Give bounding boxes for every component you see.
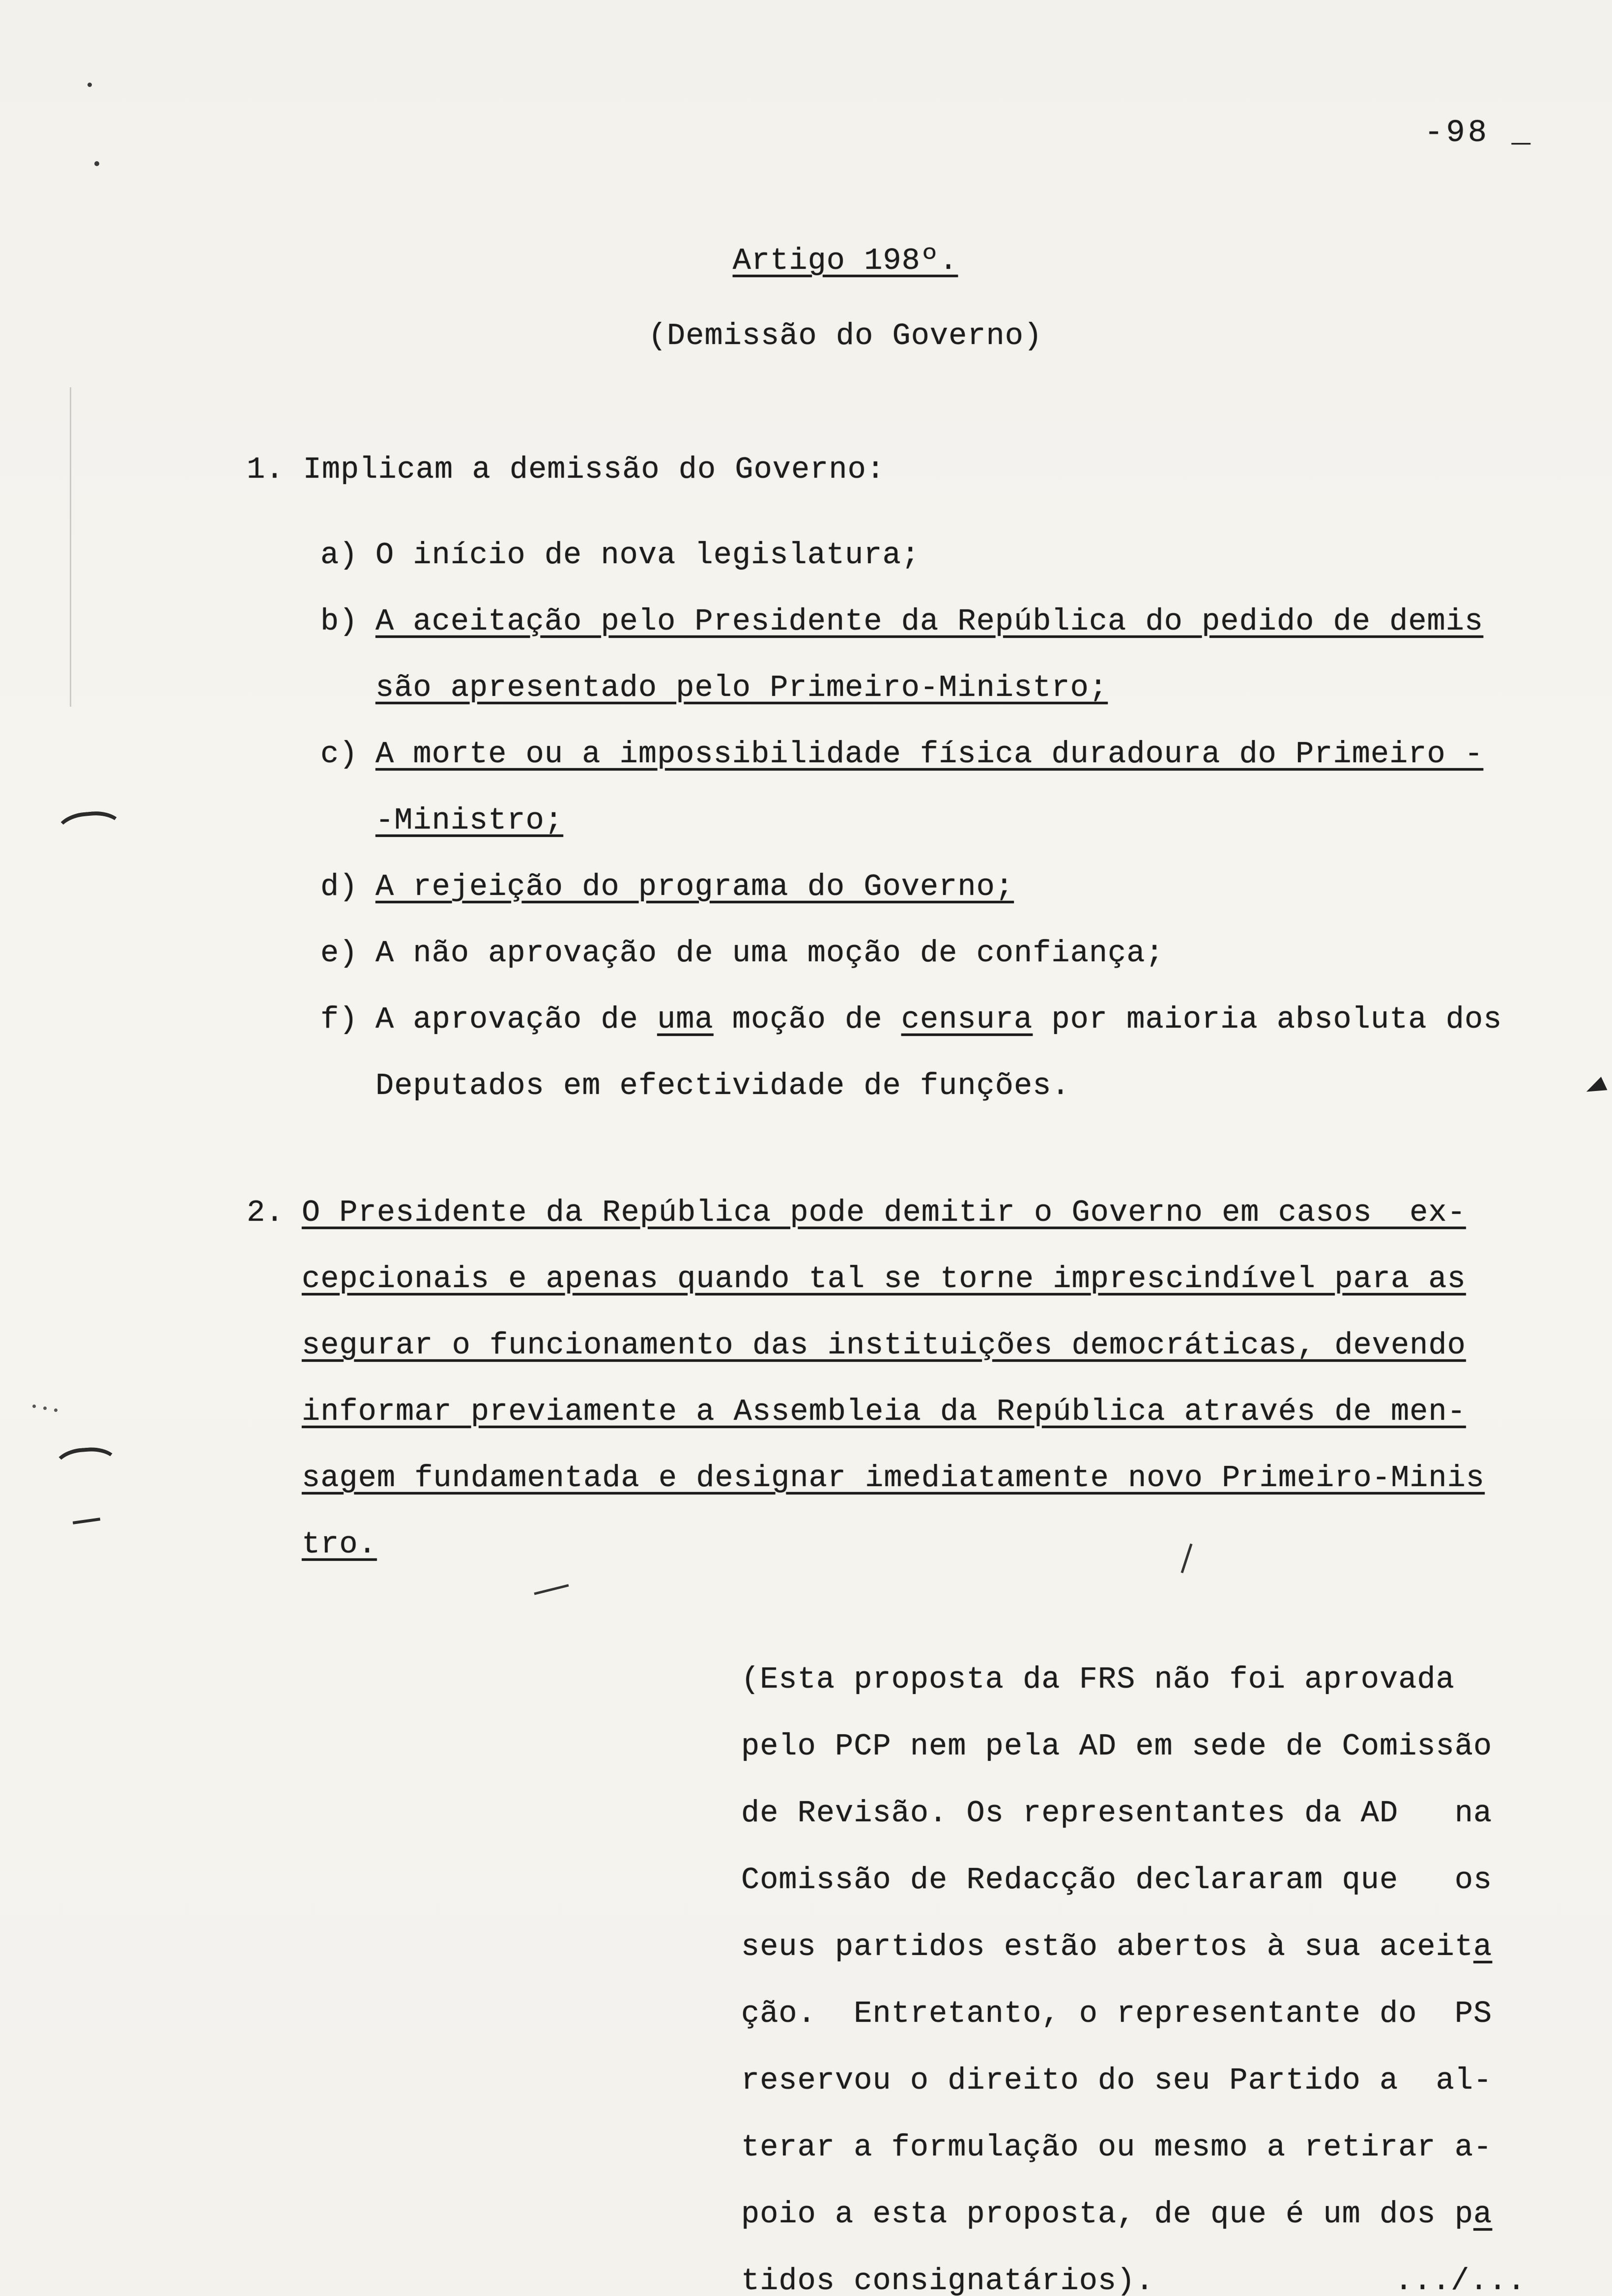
text-line <box>375 854 1549 920</box>
item-label: a) <box>320 538 358 573</box>
list-item-f <box>320 986 1549 1119</box>
item-text <box>375 854 1549 920</box>
article-title: Artigo 198º. <box>732 243 958 278</box>
text-line <box>741 1713 1577 1780</box>
subtitle-row <box>79 318 1612 353</box>
text-segment: moção de <box>713 1002 901 1037</box>
scan-speck <box>87 83 92 87</box>
text-line <box>302 1445 1612 1511</box>
pen-mark-arrow <box>1583 1077 1608 1098</box>
text-line <box>375 721 1549 787</box>
text-segment: (Esta proposta da FRS não foi aprovada <box>741 1662 1455 1697</box>
pen-mark-dots <box>32 1405 36 1408</box>
underlined-text: A rejeição do programa do Governo; <box>375 869 1014 904</box>
text-line <box>375 920 1549 986</box>
text-line <box>741 1646 1577 1713</box>
underlined-text: sagem fundamentada e designar imediatamente novo Primeiro-Minis <box>302 1461 1485 1495</box>
underlined-text: são apresentado pelo Primeiro-Ministro; <box>375 670 1108 705</box>
item-label: c) <box>320 737 358 772</box>
underlined-text: informar previamente a Assembleia da República através de men- <box>302 1394 1466 1429</box>
text-line <box>741 2181 1577 2248</box>
item-text <box>375 920 1549 986</box>
continuation-mark: .../... <box>1394 2264 1526 2296</box>
underlined-text: -Ministro; <box>375 803 564 838</box>
text-segment: poio a esta proposta, de que é um dos p <box>741 2197 1474 2232</box>
item-label: b) <box>320 604 358 639</box>
text-line <box>302 1312 1612 1378</box>
section-1-list <box>320 522 1549 1119</box>
text-line <box>302 1511 1612 1578</box>
text-line <box>741 1914 1577 1980</box>
item-text <box>375 721 1549 854</box>
section-2-text <box>302 1179 1612 1578</box>
text-segment: tidos consignatários). <box>741 2264 1154 2296</box>
page-number: -98 _ <box>1424 115 1533 151</box>
scan-speck <box>94 161 99 166</box>
text-segment: de Revisão. Os representantes da AD na <box>741 1796 1493 1831</box>
underlined-text: A aceitação pelo Presidente da República do pedido de demis <box>375 604 1484 639</box>
text-segment: A aprovação de <box>375 1002 658 1037</box>
underlined-text: segurar o funcionamento das instituições democráticas, devendo <box>302 1328 1466 1363</box>
text-line <box>741 2114 1577 2181</box>
item-label: d) <box>320 869 358 904</box>
pen-mark-curve <box>52 1445 121 1492</box>
pen-mark-dash <box>534 1584 569 1595</box>
text-line <box>302 1378 1612 1445</box>
text-segment: A não aprovação de uma moção de confiança; <box>375 936 1164 971</box>
text-line <box>741 2047 1577 2114</box>
section-2-label: 2. <box>247 1195 285 1230</box>
text-segment: seus partidos estão abertos à sua aceit <box>741 1929 1474 1964</box>
item-label: f) <box>320 1002 358 1037</box>
text-line <box>302 1246 1612 1312</box>
text-line <box>741 1847 1577 1914</box>
text-segment: Deputados em efectividade de funções. <box>375 1068 1070 1103</box>
item-label: e) <box>320 936 358 971</box>
section-2 <box>247 1179 1612 1578</box>
underlined-text: censura <box>901 1002 1033 1037</box>
list-item-d <box>320 854 1549 920</box>
list-item-a <box>320 522 1549 588</box>
text-segment: por maioria absoluta dos <box>1033 1002 1502 1037</box>
text-segment: terar a formulação ou mesmo a retirar a- <box>741 2130 1493 2165</box>
text-line <box>302 1179 1612 1246</box>
text-line <box>375 655 1549 721</box>
underlined-text: cepcionais e apenas quando tal se torne imprescindível para as <box>302 1262 1466 1296</box>
text-segment: O início de nova legislatura; <box>375 538 920 573</box>
underlined-text: A morte ou a impossibilidade física duradoura do Primeiro - <box>375 737 1484 772</box>
item-text <box>375 986 1549 1119</box>
underlined-text: a <box>1473 1929 1493 1964</box>
text-line <box>375 522 1549 588</box>
pen-mark-dash <box>73 1518 100 1524</box>
commission-note <box>741 1646 1577 2296</box>
underlined-text: a <box>1473 2197 1493 2232</box>
text-line <box>375 787 1549 854</box>
title-row <box>79 243 1612 278</box>
text-line <box>741 1780 1577 1847</box>
text-segment: Comissão de Redacção declararam que os <box>741 1863 1493 1897</box>
list-item-c <box>320 721 1549 854</box>
scan-fold-line <box>70 387 71 707</box>
text-segment: pelo PCP nem pela AD em sede de Comissão <box>741 1729 1493 1764</box>
item-text <box>375 522 1549 588</box>
text-segment: reservou o direito do seu Partido a al- <box>741 2063 1493 2098</box>
underlined-text: tro. <box>302 1527 377 1562</box>
text-segment: ção. Entretanto, o representante do PS <box>741 1996 1493 2031</box>
underlined-text: O Presidente da República pode demitir o Governo em casos ex- <box>302 1195 1466 1230</box>
article-subtitle: (Demissão do Governo) <box>648 318 1043 353</box>
underlined-text: uma <box>657 1002 714 1037</box>
list-item-b <box>320 588 1549 721</box>
text-line <box>741 1980 1577 2047</box>
item-text <box>375 588 1549 721</box>
pen-mark-curve <box>53 809 126 859</box>
list-item-e <box>320 920 1549 986</box>
section-1-heading: 1. Implicam a demissão do Governo: <box>247 452 886 487</box>
text-line <box>375 588 1549 655</box>
text-line <box>375 986 1549 1053</box>
text-line <box>375 1053 1549 1119</box>
